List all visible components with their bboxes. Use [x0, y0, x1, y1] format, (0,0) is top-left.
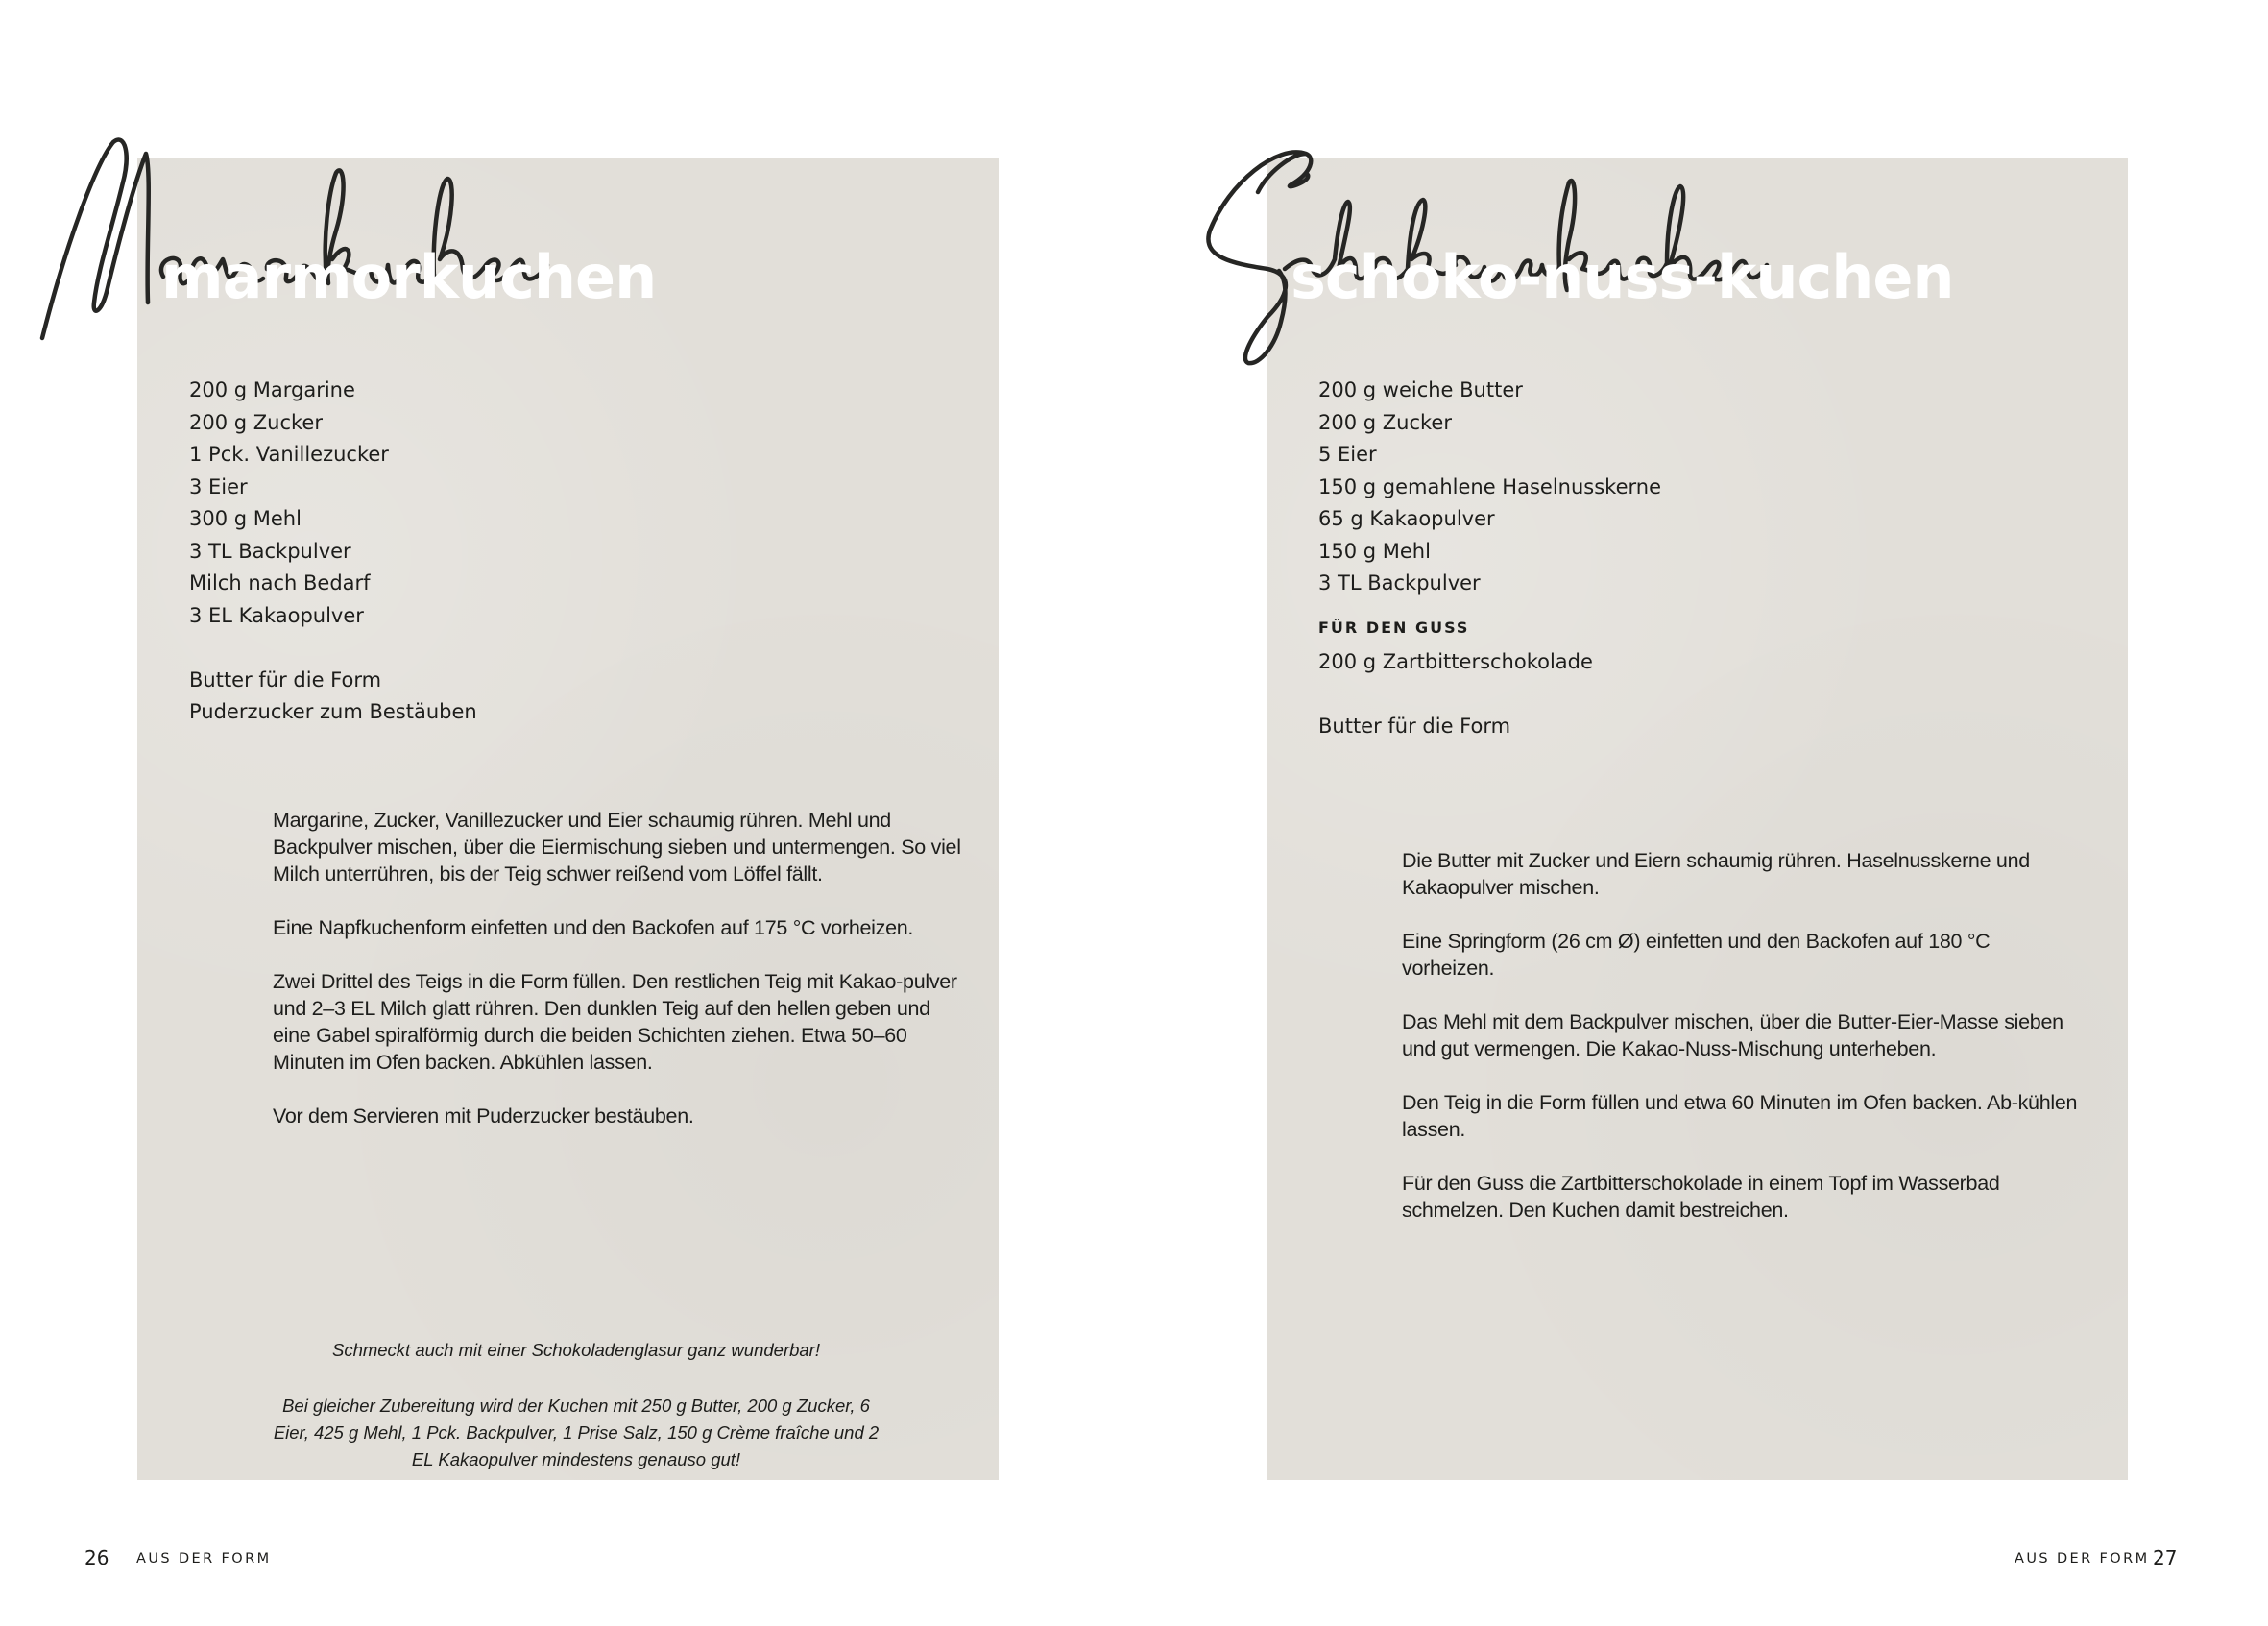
extra-item: Puderzucker zum Bestäuben — [189, 700, 477, 723]
ingredient-item: 200 g weiche Butter — [1318, 378, 1523, 401]
ingredient-item: 150 g gemahlene Haselnusskerne — [1318, 474, 1661, 498]
ingredient-item: 300 g Mehl — [189, 507, 302, 530]
instructions — [273, 807, 964, 1156]
instruction-paragraph: Zwei Drittel des Teigs in die Form füllen. Den restlichen Teig mit Kakao-pulver und 2–3 EL Milch glatt rühren. Den dunklen Teig auf den hellen geben und eine Gabel spiralförmig durch die beiden Schichten ziehen. Etwa 50–60 Minuten im Ofen backen. Abkühlen lassen. — [273, 970, 957, 1074]
instruction-paragraph: Vor dem Servieren mit Puderzucker bestäuben. — [273, 1104, 694, 1128]
ingredient-list — [1318, 375, 1661, 742]
glaze-ingredient-item: 200 g Zartbitterschokolade — [1318, 649, 1593, 673]
recipe-panel-right — [1267, 158, 2128, 1480]
instruction-paragraph: Margarine, Zucker, Vanillezucker und Eier schaumig rühren. Mehl und Backpulver mischen, über die Eiermischung sieben und untermengen. So viel Milch unterrühren, bis der Teig schwer reißend vom Löffel fällt. — [273, 809, 961, 886]
ingredient-item: 3 TL Backpulver — [1318, 571, 1481, 595]
extra-item: Butter für die Form — [1318, 714, 1511, 738]
glaze-heading: FÜR DEN GUSS — [1318, 618, 1470, 637]
ingredient-list — [189, 375, 477, 729]
ingredient-item: 3 TL Backpulver — [189, 539, 351, 563]
spacer — [189, 632, 477, 665]
page-number: 26 — [84, 1546, 109, 1569]
ingredient-item: Milch nach Bedarf — [189, 571, 371, 595]
tip-variation: Bei gleicher Zubereitung wird der Kuchen mit 250 g Butter, 200 g Zucker, 6 Eier, 425 g Mehl, 1 Pck. Backpulver, 1 Prise Salz, 150 g Crème fraîche und 2 EL Kakaopulver mindestens genauso gut! — [273, 1395, 880, 1469]
tip-line: Schmeckt auch mit einer Schokoladenglasur ganz wunderbar! — [331, 1340, 820, 1360]
extra-item: Butter für die Form — [189, 667, 382, 692]
instruction-paragraph: Die Butter mit Zucker und Eiern schaumig rühren. Haselnusskerne und Kakaopulver mischen. — [1402, 849, 2030, 899]
page-number: 27 — [2153, 1546, 2178, 1569]
instructions — [1402, 847, 2084, 1250]
ingredient-item: 3 EL Kakaopulver — [189, 603, 364, 627]
recipe-tip — [250, 1337, 903, 1502]
spacer — [1318, 678, 1661, 711]
recipe-title: marmorkuchen — [161, 242, 657, 312]
ingredient-item: 5 Eier — [1318, 443, 1377, 466]
ingredient-item: 200 g Margarine — [189, 378, 355, 401]
ingredient-item: 200 g Zucker — [1318, 410, 1452, 434]
instruction-paragraph: Den Teig in die Form füllen und etwa 60 Minuten im Ofen backen. Ab-kühlen lassen. — [1402, 1091, 2078, 1141]
running-head: AUS DER FORM — [136, 1551, 272, 1566]
ingredient-item: 3 Eier — [189, 474, 248, 498]
instruction-paragraph: Das Mehl mit dem Backpulver mischen, über die Butter-Eier-Masse sieben und gut vermengen. Die Kakao-Nuss-Mischung unterheben. — [1402, 1010, 2063, 1060]
ingredient-item: 65 g Kakaopulver — [1318, 507, 1495, 530]
instruction-paragraph: Für den Guss die Zartbitterschokolade in einem Topf im Wasserbad schmelzen. Den Kuchen damit bestreichen. — [1402, 1172, 2000, 1222]
instruction-paragraph: Eine Springform (26 cm Ø) einfetten und den Backofen auf 180 °C vorheizen. — [1402, 930, 1991, 980]
ingredient-item: 150 g Mehl — [1318, 539, 1431, 563]
running-head: AUS DER FORM — [2015, 1551, 2150, 1566]
recipe-title: schoko-nuss-kuchen — [1291, 242, 1954, 312]
ingredient-item: 1 Pck. Vanillezucker — [189, 443, 389, 466]
instruction-paragraph: Eine Napfkuchenform einfetten und den Backofen auf 175 °C vorheizen. — [273, 916, 914, 939]
ingredient-item: 200 g Zucker — [189, 410, 323, 434]
